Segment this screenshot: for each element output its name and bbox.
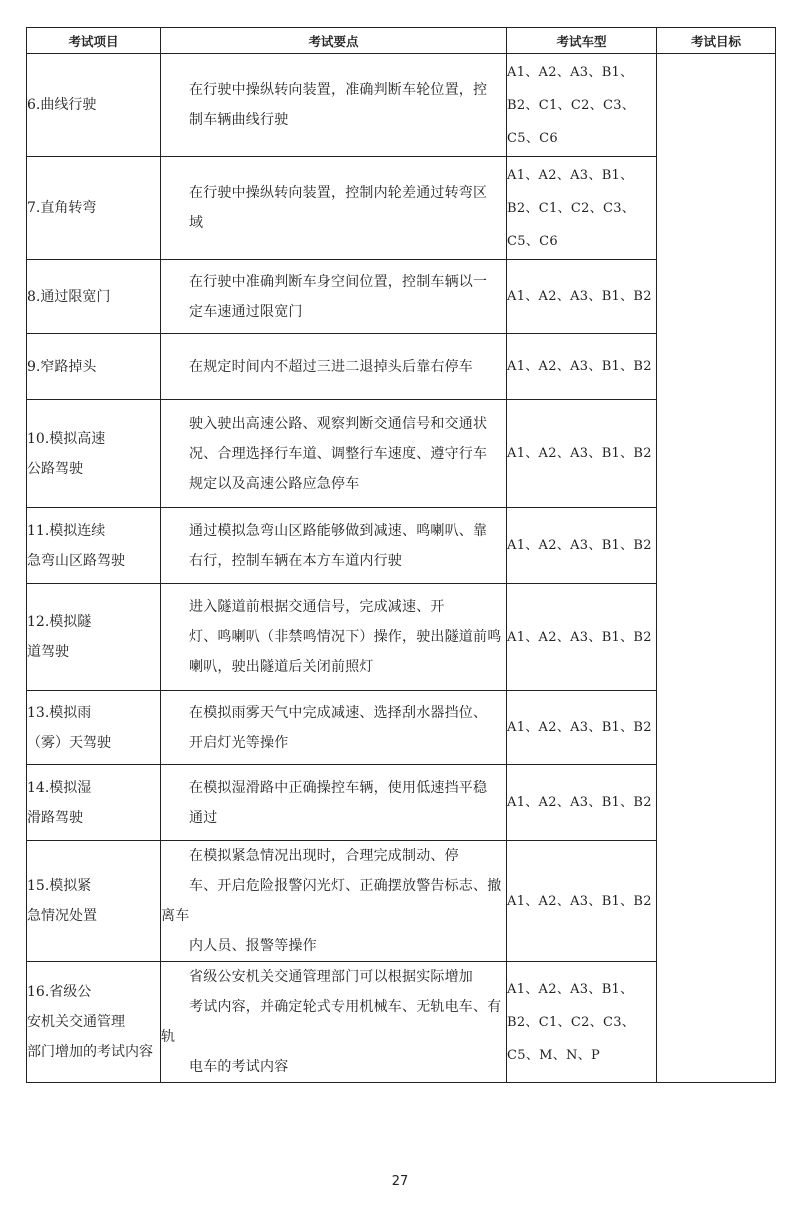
- vehicle-types-cell: A1、A2、A3、B1、B2: [507, 334, 657, 400]
- exam-item-cell: 11.模拟连续 急弯山区路驾驶: [27, 508, 161, 584]
- header-exam-goal: 考试目标: [657, 28, 776, 54]
- exam-point-cell: 在模拟湿滑路中正确操控车辆，使用低速挡平稳 通过: [161, 765, 507, 841]
- vehicle-types-cell: A1、A2、A3、B1、B2: [507, 400, 657, 508]
- vehicle-types-cell: A1、A2、A3、B1、B2、C1、C2、C3、C5、C6: [507, 54, 657, 157]
- header-exam-item: 考试项目: [27, 28, 161, 54]
- vehicle-types-cell: A1、A2、A3、B1、B2: [507, 841, 657, 962]
- page-number: 27: [391, 1174, 409, 1189]
- exam-point-cell: 在行驶中操纵转向装置，准确判断车轮位置，控 制车辆曲线行驶: [161, 54, 507, 157]
- exam-point-cell: 进入隧道前根据交通信号，完成减速、开 灯、鸣喇叭（非禁鸣情况下）操作，驶出隧道前鸣 喇叭，驶出隧道后关闭前照灯: [161, 584, 507, 691]
- header-exam-points: 考试要点: [161, 28, 507, 54]
- exam-item-cell: 10.模拟高速 公路驾驶: [27, 400, 161, 508]
- exam-item-cell: 14.模拟湿 滑路驾驶: [27, 765, 161, 841]
- table-row: [27, 54, 776, 157]
- vehicle-types-cell: A1、A2、A3、B1、B2: [507, 260, 657, 334]
- exam-item-cell: 13.模拟雨 （雾）天驾驶: [27, 691, 161, 765]
- exam-point-cell: 在模拟紧急情况出现时，合理完成制动、停 车、开启危险报警闪光灯、正确摆放警告标志、撤离车 内人员、报警等操作: [161, 841, 507, 962]
- exam-point-cell: 在模拟雨雾天气中完成减速、选择刮水器挡位、 开启灯光等操作: [161, 691, 507, 765]
- exam-item-cell: 15.模拟紧 急情况处置: [27, 841, 161, 962]
- table-body: [27, 54, 776, 1083]
- table-header-row: [27, 28, 776, 54]
- exam-item-cell: 6.曲线行驶: [27, 54, 161, 157]
- header-vehicle-types: 考试车型: [507, 28, 657, 54]
- exam-point-cell: 在行驶中准确判断车身空间位置，控制车辆以一 定车速通过限宽门: [161, 260, 507, 334]
- exam-point-cell: 省级公安机关交通管理部门可以根据实际增加 考试内容，并确定轮式专用机械车、无轨电车、有轨 电车的考试内容: [161, 962, 507, 1083]
- exam-item-cell: 7.直角转弯: [27, 157, 161, 260]
- vehicle-types-cell: A1、A2、A3、B1、B2: [507, 765, 657, 841]
- vehicle-types-cell: A1、A2、A3、B1、B2: [507, 691, 657, 765]
- exam-item-cell: 9.窄路掉头: [27, 334, 161, 400]
- exam-item-cell: 8.通过限宽门: [27, 260, 161, 334]
- exam-items-table: [26, 27, 776, 1083]
- vehicle-types-cell: A1、A2、A3、B1、B2、C1、C2、C3、C5、C6: [507, 157, 657, 260]
- vehicle-types-cell: A1、A2、A3、B1、B2、C1、C2、C3、C5、M、N、P: [507, 962, 657, 1083]
- exam-point-cell: 通过模拟急弯山区路能够做到减速、鸣喇叭、靠 右行，控制车辆在本方车道内行驶: [161, 508, 507, 584]
- exam-point-cell: 在行驶中操纵转向装置，控制内轮差通过转弯区 域: [161, 157, 507, 260]
- exam-point-cell: 驶入驶出高速公路、观察判断交通信号和交通状 况、合理选择行车道、调整行车速度、遵守行车 规定以及高速公路应急停车: [161, 400, 507, 508]
- exam-point-cell: 在规定时间内不超过三进二退掉头后靠右停车: [161, 334, 507, 400]
- exam-goal-cell: [657, 54, 776, 1083]
- vehicle-types-cell: A1、A2、A3、B1、B2: [507, 508, 657, 584]
- exam-item-cell: 12.模拟隧 道驾驶: [27, 584, 161, 691]
- vehicle-types-cell: A1、A2、A3、B1、B2: [507, 584, 657, 691]
- exam-item-cell: 16.省级公 安机关交通管理 部门增加的考试内容: [27, 962, 161, 1083]
